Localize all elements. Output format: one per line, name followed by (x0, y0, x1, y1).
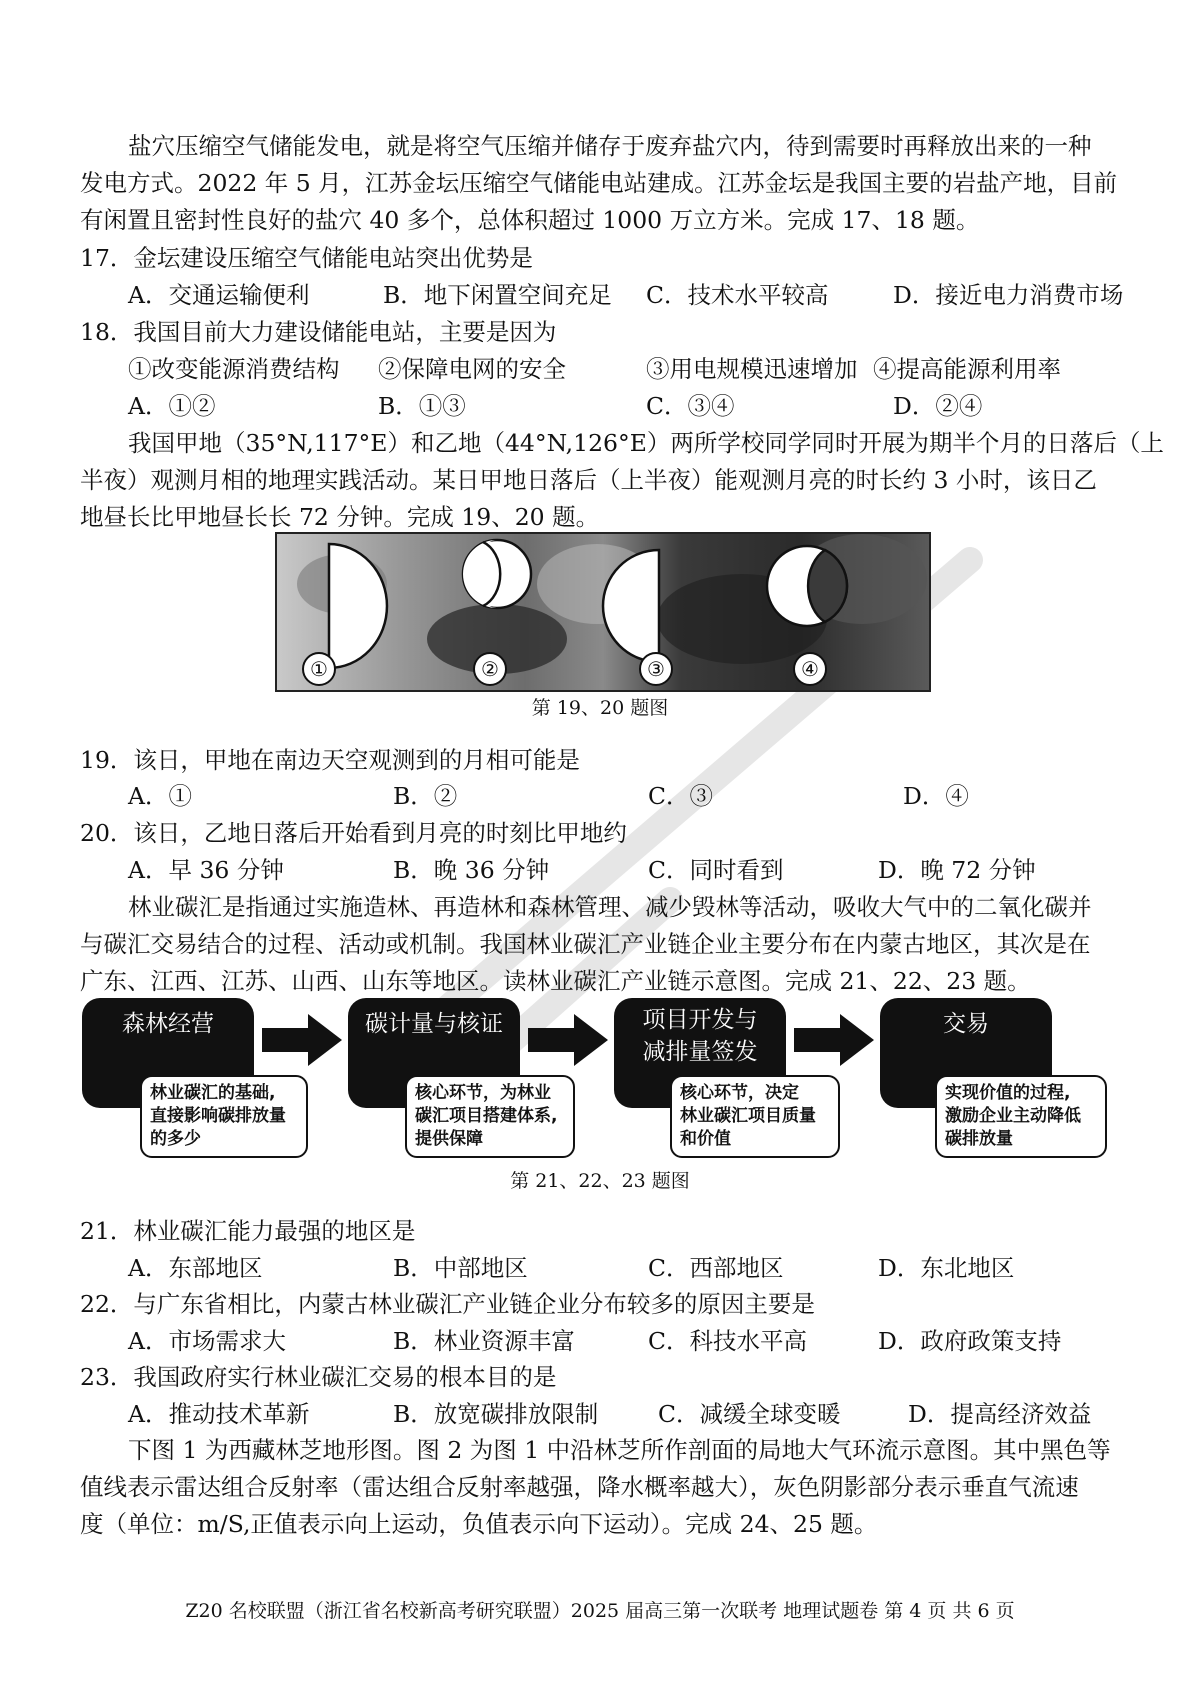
q19-stem: 19．该日，甲地在南边天空观测到的月相可能是 (80, 746, 580, 774)
intro1-line-1: 盐穴压缩空气储能发电，就是将空气压缩并储存于废弃盐穴内，待到需要时再释放出来的一种 (128, 132, 1092, 160)
q20-option-a[interactable]: A．早 36 分钟 (128, 856, 284, 884)
flow-step-3-note (670, 1075, 840, 1158)
q17-option-a[interactable]: A．交通运输便利 (128, 281, 310, 309)
q18-option-a[interactable]: A．①② (128, 392, 216, 420)
q17-stem: 17．金坛建设压缩空气储能电站突出优势是 (80, 244, 533, 272)
flow-step-3-note-line-3: 和价值 (680, 1129, 731, 1149)
intro2-line-2: 半夜）观测月相的地理实践活动。某日甲地日落后（上半夜）能观测月亮的时长约 3 小时，该日乙 (80, 466, 1097, 494)
flow-step-4-note-line-3: 碳排放量 (945, 1129, 1013, 1149)
q20-option-c[interactable]: C．同时看到 (648, 856, 784, 884)
flow-step-1-note-line-2: 直接影响碳排放量 (150, 1106, 286, 1126)
q18-item-1: ①改变能源消费结构 (128, 355, 340, 383)
flow-arrow-1-icon (258, 1010, 348, 1070)
flow-step-3-title-2: 减排量签发 (642, 1039, 758, 1065)
moon-figure-caption: 第 19、20 题图 (531, 697, 669, 719)
flow-step-1-note-line-3: 的多少 (150, 1129, 201, 1149)
q18-stem: 18．我国目前大力建设储能电站，主要是因为 (80, 318, 557, 346)
q22-options (128, 1323, 1128, 1359)
q17-options (128, 277, 1128, 313)
q23-option-b[interactable]: B．放宽碳排放限制 (393, 1400, 599, 1428)
moon-label-3: ③ (639, 652, 673, 686)
flow-step-3-note-line-2: 林业碳汇项目质量 (680, 1106, 816, 1126)
q21-options (128, 1250, 1128, 1286)
intro3-line-3: 广东、江西、江苏、山西、山东等地区。读林业碳汇产业链示意图。完成 21、22、23 题。 (80, 967, 1031, 995)
moon-phase-4-icon (767, 546, 847, 626)
flow-figure-caption: 第 21、22、23 题图 (510, 1170, 690, 1192)
q17-option-b[interactable]: B．地下闲置空间充足 (383, 281, 612, 309)
q21-option-c[interactable]: C．西部地区 (648, 1254, 784, 1282)
q18-options (128, 388, 1128, 424)
q21-option-d[interactable]: D．东北地区 (878, 1254, 1015, 1282)
q20-option-d[interactable]: D．晚 72 分钟 (878, 856, 1036, 884)
q19-option-a[interactable]: A．① (128, 782, 192, 810)
q23-option-a[interactable]: A．推动技术革新 (128, 1400, 310, 1428)
intro1-line-2: 发电方式。2022 年 5 月，江苏金坛压缩空气储能电站建成。江苏金坛是我国主要的岩盐产地，目前 (80, 169, 1118, 197)
q21-stem: 21．林业碳汇能力最强的地区是 (80, 1217, 416, 1245)
flow-step-4-title: 交易 (943, 1011, 989, 1037)
q17-option-d[interactable]: D．接近电力消费市场 (893, 281, 1124, 309)
q23-option-d[interactable]: D．提高经济效益 (908, 1400, 1092, 1428)
q18-option-d[interactable]: D．②④ (893, 392, 983, 420)
q20-stem: 20．该日，乙地日落后开始看到月亮的时刻比甲地约 (80, 819, 627, 847)
q18-item-3: ③用电规模迅速增加 (646, 355, 858, 383)
q22-option-a[interactable]: A．市场需求大 (128, 1327, 286, 1355)
intro1-line-3: 有闲置且密封性良好的盐穴 40 多个，总体积超过 1000 万立方米。完成 17、18 题。 (80, 206, 980, 234)
q22-stem: 22．与广东省相比，内蒙古林业碳汇产业链企业分布较多的原因主要是 (80, 1290, 815, 1318)
page-footer: Z20 名校联盟（浙江省名校新高考研究联盟）2025 届高三第一次联考 地理试题卷 第 4 页 共 6 页 (185, 1600, 1015, 1622)
moon-label-1: ① (302, 652, 336, 686)
flow-arrow-2-icon (524, 1010, 614, 1070)
q19-option-b[interactable]: B．② (393, 782, 458, 810)
q17-option-c[interactable]: C．技术水平较高 (646, 281, 829, 309)
q18-option-c[interactable]: C．③④ (646, 392, 735, 420)
moon-label-2: ② (473, 652, 507, 686)
intro4-line-2: 值线表示雷达组合反射率（雷达组合反射率越强，降水概率越大），灰色阴影部分表示垂直气流速 (80, 1473, 1079, 1501)
flow-step-2-note-line-3: 提供保障 (415, 1129, 483, 1149)
intro3-line-2: 与碳汇交易结合的过程、活动或机制。我国林业碳汇产业链企业主要分布在内蒙古地区，其次是在 (80, 930, 1091, 958)
q21-option-a[interactable]: A．东部地区 (128, 1254, 263, 1282)
moon-phase-1-icon (329, 544, 387, 668)
q19-options (128, 778, 1128, 814)
q23-option-c[interactable]: C．减缓全球变暖 (658, 1400, 841, 1428)
flow-arrow-3-icon (790, 1010, 880, 1070)
intro2-line-1: 我国甲地（35°N,117°E）和乙地（44°N,126°E）两所学校同学同时开展为期半个月的日落后（上 (128, 429, 1164, 457)
intro4-line-3: 度（单位：m/S,正值表示向上运动，负值表示向下运动）。完成 24、25 题。 (80, 1510, 878, 1538)
q19-option-d[interactable]: D．④ (903, 782, 969, 810)
q22-option-c[interactable]: C．科技水平高 (648, 1327, 807, 1355)
q20-options (128, 852, 1128, 888)
flow-step-2-note-line-2: 碳汇项目搭建体系, (415, 1106, 558, 1126)
q23-stem: 23．我国政府实行林业碳汇交易的根本目的是 (80, 1363, 557, 1391)
flow-step-1-note-line-1: 林业碳汇的基础, (150, 1083, 276, 1103)
flow-step-3-note-line-1: 核心环节，决定 (680, 1083, 799, 1103)
flow-step-4-note-line-1: 实现价值的过程, (945, 1083, 1071, 1103)
flow-step-3-title-1: 项目开发与 (642, 1007, 758, 1033)
q18-item-2: ②保障电网的安全 (378, 355, 566, 383)
flow-step-2-note (405, 1075, 575, 1158)
q18-items (128, 351, 1128, 387)
flow-step-1-note (140, 1075, 308, 1158)
intro4-line-1: 下图 1 为西藏林芝地形图。图 2 为图 1 中沿林芝所作剖面的局地大气环流示意图。其中黑色等 (128, 1436, 1111, 1464)
moon-shapes (277, 534, 929, 690)
flow-step-4-note-line-2: 激励企业主动降低 (945, 1106, 1081, 1126)
intro2-line-3: 地昼长比甲地昼长长 72 分钟。完成 19、20 题。 (80, 503, 600, 531)
flow-step-2-title: 碳计量与核证 (365, 1011, 503, 1037)
q19-option-c[interactable]: C．③ (648, 782, 713, 810)
intro3-line-1: 林业碳汇是指通过实施造林、再造林和森林管理、减少毁林等活动，吸收大气中的二氧化碳并 (128, 893, 1092, 921)
q20-option-b[interactable]: B．晚 36 分钟 (393, 856, 550, 884)
flow-step-1-title: 森林经营 (122, 1011, 214, 1037)
q22-option-b[interactable]: B．林业资源丰富 (393, 1327, 575, 1355)
q23-options (128, 1396, 1128, 1432)
moon-phase-3-icon (603, 550, 659, 662)
moon-label-4: ④ (793, 652, 827, 686)
moon-phase-figure (275, 532, 931, 692)
q21-option-b[interactable]: B．中部地区 (393, 1254, 528, 1282)
flow-step-4-note (935, 1075, 1107, 1158)
q18-item-4: ④提高能源利用率 (873, 355, 1061, 383)
moon-phase-2-icon (463, 540, 531, 608)
q22-option-d[interactable]: D．政府政策支持 (878, 1327, 1062, 1355)
q18-option-b[interactable]: B．①③ (378, 392, 466, 420)
flow-step-2-note-line-1: 核心环节，为林业 (415, 1083, 551, 1103)
